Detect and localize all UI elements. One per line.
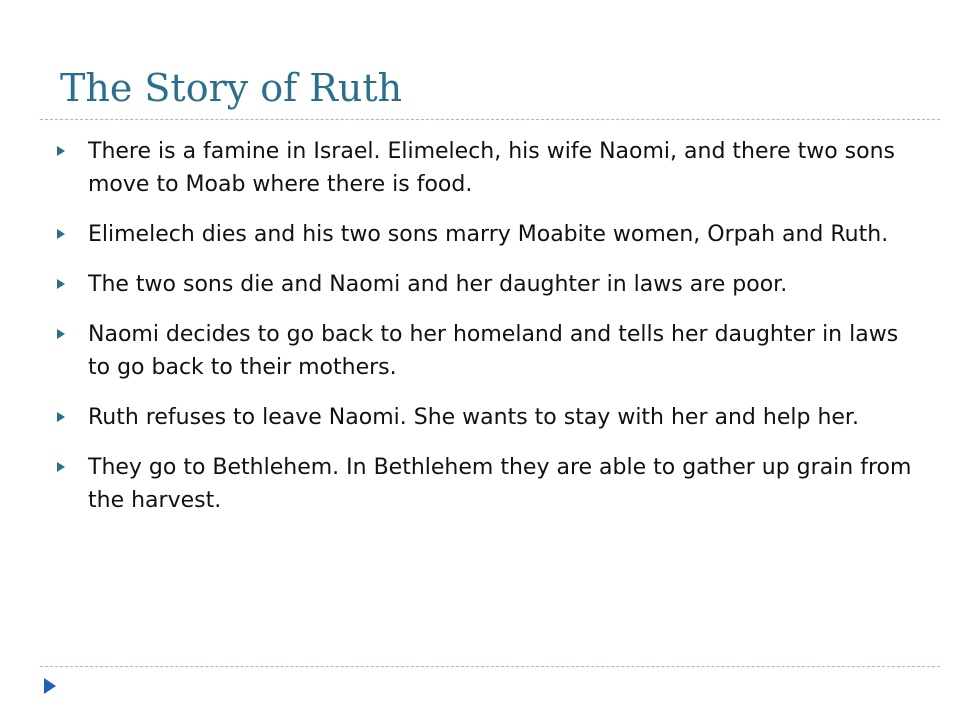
bullet-text: Naomi decides to go back to her homeland and tells her daughter in laws to go back to their mothers. — [88, 322, 899, 380]
bullet-text: Ruth refuses to leave Naomi. She wants to stay with her and help her. — [88, 405, 859, 430]
corner-triangle-icon — [44, 678, 56, 694]
slide-title: The Story of Ruth — [60, 66, 403, 110]
bullet-list — [55, 135, 915, 534]
bullet-text: They go to Bethlehem. In Bethlehem they are able to gather up grain from the harvest. — [88, 455, 912, 513]
bullet-item-4 — [55, 318, 915, 384]
bullet-text: There is a famine in Israel. Elimelech, his wife Naomi, and there two sons move to Moab where there is food. — [88, 139, 896, 197]
bullet-item-1 — [55, 135, 915, 201]
bullet-item-3 — [55, 268, 915, 301]
bullet-item-5 — [55, 401, 915, 434]
bullet-text: Elimelech dies and his two sons marry Moabite women, Orpah and Ruth. — [88, 222, 889, 247]
bullet-triangle-icon — [57, 229, 65, 239]
bullet-triangle-icon — [57, 329, 65, 339]
bullet-triangle-icon — [57, 146, 65, 156]
bullet-triangle-icon — [57, 279, 65, 289]
bullet-triangle-icon — [57, 412, 65, 422]
footer-divider — [40, 666, 940, 667]
bullet-item-2 — [55, 218, 915, 251]
title-divider — [40, 119, 940, 120]
bullet-triangle-icon — [57, 462, 65, 472]
bullet-item-6 — [55, 451, 915, 517]
bullet-text: The two sons die and Naomi and her daughter in laws are poor. — [88, 272, 788, 297]
